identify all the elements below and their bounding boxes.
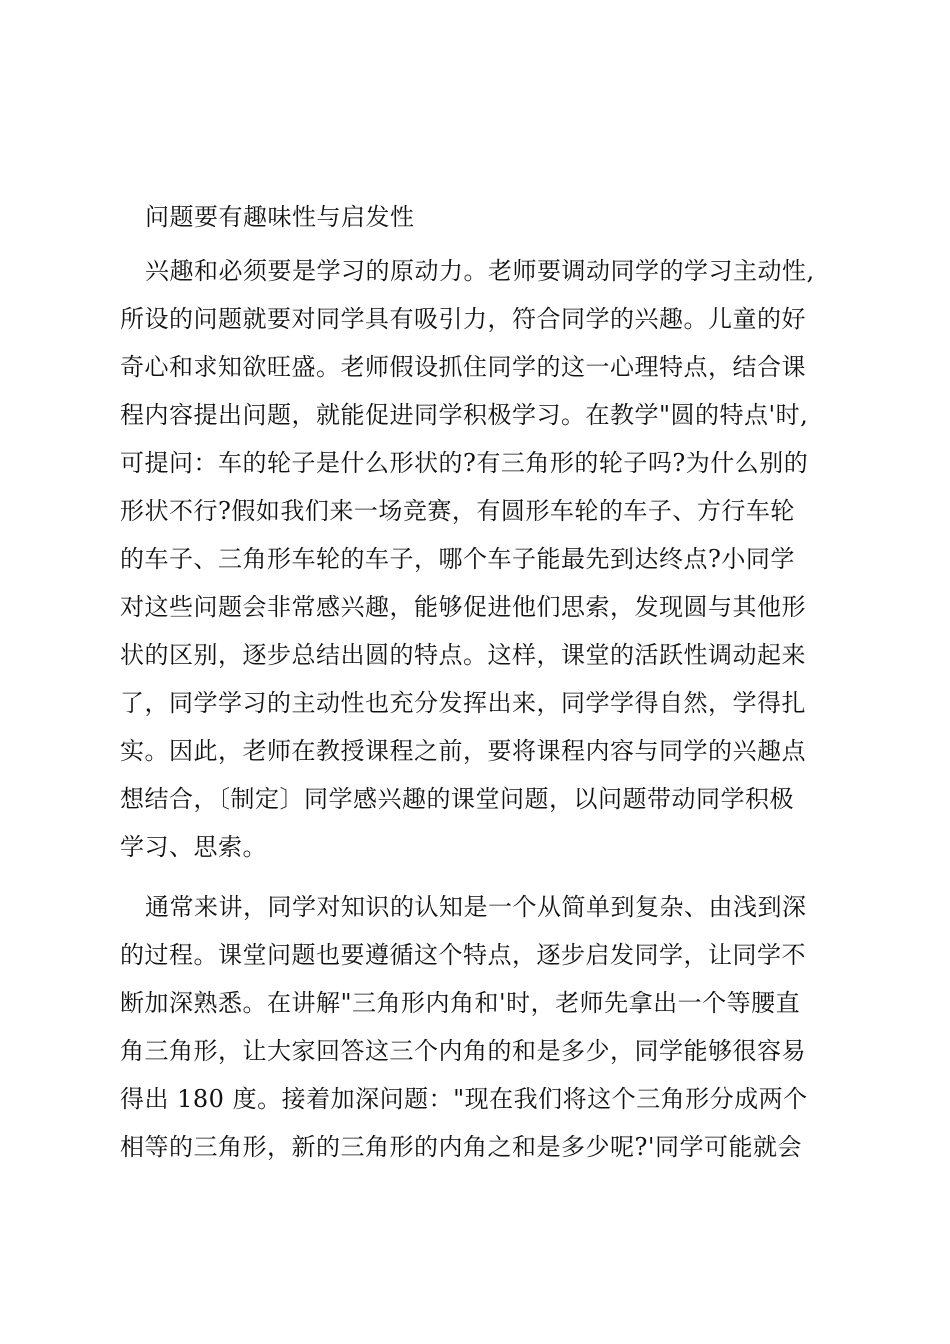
- paragraph-1-line-12: 想结合，〔制定〕同学感兴趣的课堂问题，以问题带动同学积极: [120, 785, 794, 813]
- paragraph-1-line-8: 对这些问题会非常感兴趣，能够促进他们思索，发现圆与其他形: [120, 593, 806, 621]
- paragraph-1-line-7: 的车子、三角形车轮的车子，哪个车子能最先到达终点?小同学: [120, 545, 795, 573]
- section-heading: 问题要有趣味性与启发性: [145, 203, 415, 231]
- paragraph-2-line-5: 得出 180 度。接着加深问题："现在我们将这个三角形分成两个: [120, 1085, 808, 1113]
- paragraph-1-line-13: 学习、思索。: [120, 833, 267, 861]
- paragraph-1-line-2: 所设的问题就要对同学具有吸引力，符合同学的兴趣。儿童的好: [120, 305, 806, 333]
- paragraph-1-line-4: 程内容提出问题，就能促进同学积极学习。在教学"圆的特点'时,: [120, 401, 809, 429]
- paragraph-2-line-3: 断加深熟悉。在讲解"三角形内角和'时，老师先拿出一个等腰直: [120, 989, 801, 1017]
- paragraph-2-line-4: 角三角形，让大家回答这三个内角的和是多少，同学能够很容易: [120, 1037, 806, 1065]
- paragraph-1-line-9: 状的区别，逐步总结出圆的特点。这样，课堂的活跃性调动起来: [120, 641, 806, 669]
- paragraph-2-line-6: 相等的三角形，新的三角形的内角之和是多少呢?'同学可能就会: [120, 1133, 802, 1161]
- paragraph-1-line-10: 了，同学学习的主动性也充分发挥出来，同学学得自然，学得扎: [120, 689, 806, 717]
- paragraph-2-line-2: 的过程。课堂问题也要遵循这个特点，逐步启发同学，让同学不: [120, 941, 806, 969]
- paragraph-1-line-6: 形状不行?假如我们来一场竞赛，有圆形车轮的车子、方行车轮: [120, 497, 795, 525]
- paragraph-1-line-11: 实。因此，老师在教授课程之前，要将课程内容与同学的兴趣点: [120, 737, 806, 765]
- paragraph-1-line-5: 可提问：车的轮子是什么形状的?有三角形的轮子吗?为什么别的: [120, 449, 809, 477]
- paragraph-1-line-1: 兴趣和必须要是学习的原动力。老师要调动同学的学习主动性,: [145, 257, 815, 285]
- paragraph-2-line-1: 通常来讲，同学对知识的认知是一个从简单到复杂、由浅到深: [145, 893, 807, 921]
- paragraph-1-line-3: 奇心和求知欲旺盛。老师假设抓住同学的这一心理特点，结合课: [120, 353, 806, 381]
